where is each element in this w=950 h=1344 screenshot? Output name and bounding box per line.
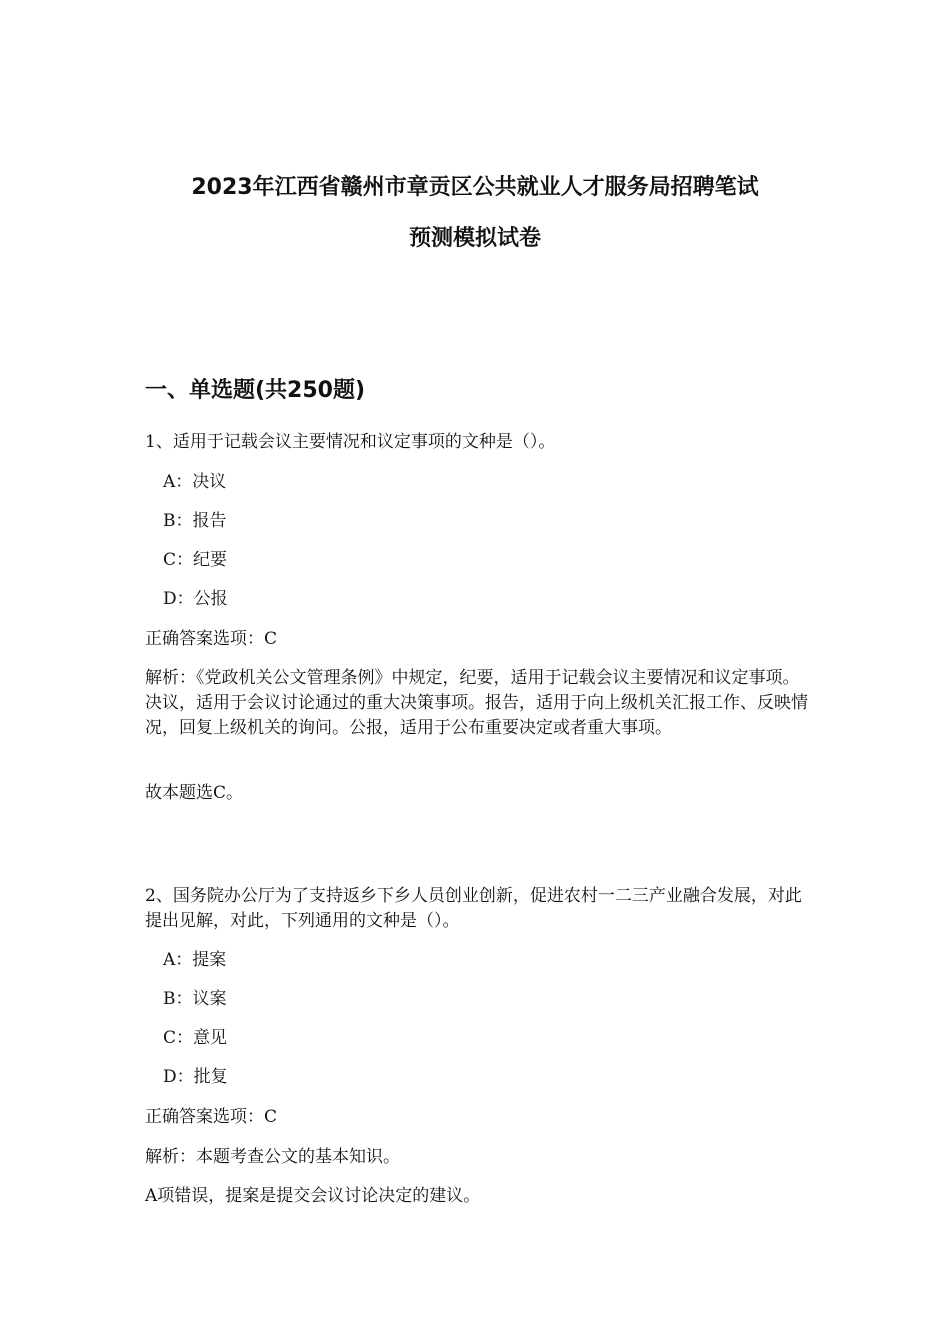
question-2-stem: 2、国务院办公厅为了支持返乡下乡人员创业创新，促进农村一二三产业融合发展，对此提出见解，对此，下列通用的文种是（）。 <box>145 886 802 931</box>
question-2-option-b: B：议案 <box>163 989 227 1009</box>
question-1-stem: 1、适用于记载会议主要情况和议定事项的文种是（）。 <box>145 432 556 452</box>
question-1-option-d: D：公报 <box>163 589 228 609</box>
question-1-option-c: C：纪要 <box>163 550 228 570</box>
question-2-option-c: C：意见 <box>163 1028 228 1048</box>
question-1-answer: 正确答案选项：C <box>145 629 278 649</box>
document-title-line-2: 预测模拟试卷 <box>408 226 541 251</box>
document-title-line-1: 2023年江西省赣州市章贡区公共就业人才服务局招聘笔试 <box>191 175 759 200</box>
question-1-option-a: A：决议 <box>163 472 227 492</box>
question-1-conclusion: 故本题选C。 <box>145 783 244 803</box>
question-1-analysis: 解析：《党政机关公文管理条例》中规定，纪要，适用于记载会议主要情况和议定事项。决议，适用于会议讨论通过的重大决策事项。报告，适用于向上级机关汇报工作、反映情况，回复上级机关的询问。公报，适用于公布重要决定或者重大事项。 <box>145 668 808 738</box>
section-heading: 一、单选题(共250题) <box>145 378 366 403</box>
question-2-analysis: 解析：本题考查公文的基本知识。 <box>145 1147 400 1167</box>
question-1-option-b: B：报告 <box>163 511 227 531</box>
question-2-analysis-a: A项错误，提案是提交会议讨论决定的建议。 <box>145 1186 481 1206</box>
question-2-option-a: A：提案 <box>163 950 227 970</box>
question-2-option-d: D：批复 <box>163 1067 228 1087</box>
question-2-answer: 正确答案选项：C <box>145 1107 278 1127</box>
